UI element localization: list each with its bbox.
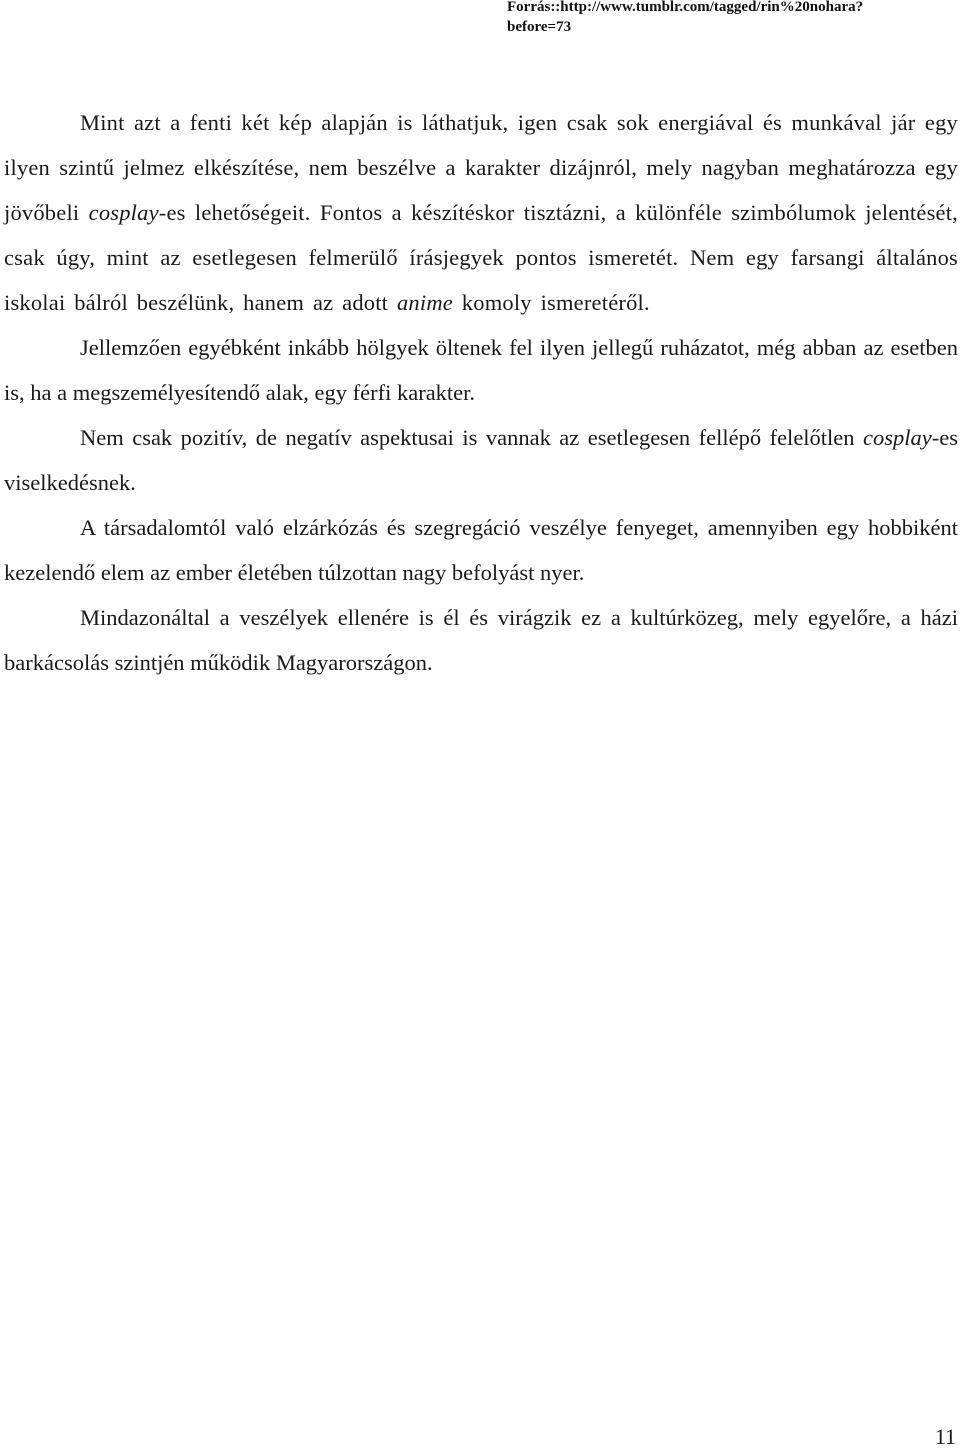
paragraph-3 xyxy=(4,415,958,505)
source-citation-line-2: before=73 xyxy=(507,19,572,35)
paragraph-1-emphasis-anime: anime xyxy=(396,290,453,315)
paragraph-1-text-b: -es lehetőségeit. Fontos a készítéskor tisztázni, a különféle szimbólumok jelentését, csak úgy, mint az esetlegesen felmerülő írásjegyek pontos ismeretét. Nem egy farsangi általános iskolai bálról beszélünk, hanem az adott xyxy=(4,200,958,315)
paragraph-2: Jellemzően egyébként inkább hölgyek öltenek fel ilyen jellegű ruházatot, még abban az esetben is, ha a megszemélyesítendő alak, egy férfi karakter. xyxy=(4,335,958,405)
paragraph-3-text-b: -es viselkedésnek. xyxy=(4,425,958,495)
paragraph-1 xyxy=(4,100,958,325)
paragraph-5: Mindazonáltal a veszélyek ellenére is él és virágzik ez a kultúrközeg, mely egyelőre, a házi barkácsolás szintjén működik Magyarországon. xyxy=(4,605,958,675)
source-citation xyxy=(507,0,957,37)
paragraph-1-emphasis-cosplay: cosplay xyxy=(88,200,159,225)
source-citation-line-1: Forrás::http://www.tumblr.com/tagged/rin%20nohara? xyxy=(507,0,864,15)
page-number: 11 xyxy=(934,1424,956,1449)
paragraph-3-text-a: Nem csak pozitív, de negatív aspektusai is vannak az esetlegesen fellépő felelőtlen xyxy=(80,425,864,450)
paragraph-1-text-a: Mint azt a fenti két kép alapján is láthatjuk, igen csak sok energiával és munkával jár egy ilyen szintű jelmez elkészítése, nem beszélve a karakter dizájnról, mely nagyban meghatározza egy jövőbeli xyxy=(4,110,958,225)
paragraph-4: A társadalomtól való elzárkózás és szegregáció veszélye fenyeget, amennyiben egy hobbiként kezelendő elem az ember életében túlzottan nagy befolyást nyer. xyxy=(4,515,958,585)
document-body xyxy=(4,100,958,685)
paragraph-3-emphasis-cosplay: cosplay xyxy=(863,425,932,450)
paragraph-1-text-c: komoly ismeretéről. xyxy=(452,290,650,315)
